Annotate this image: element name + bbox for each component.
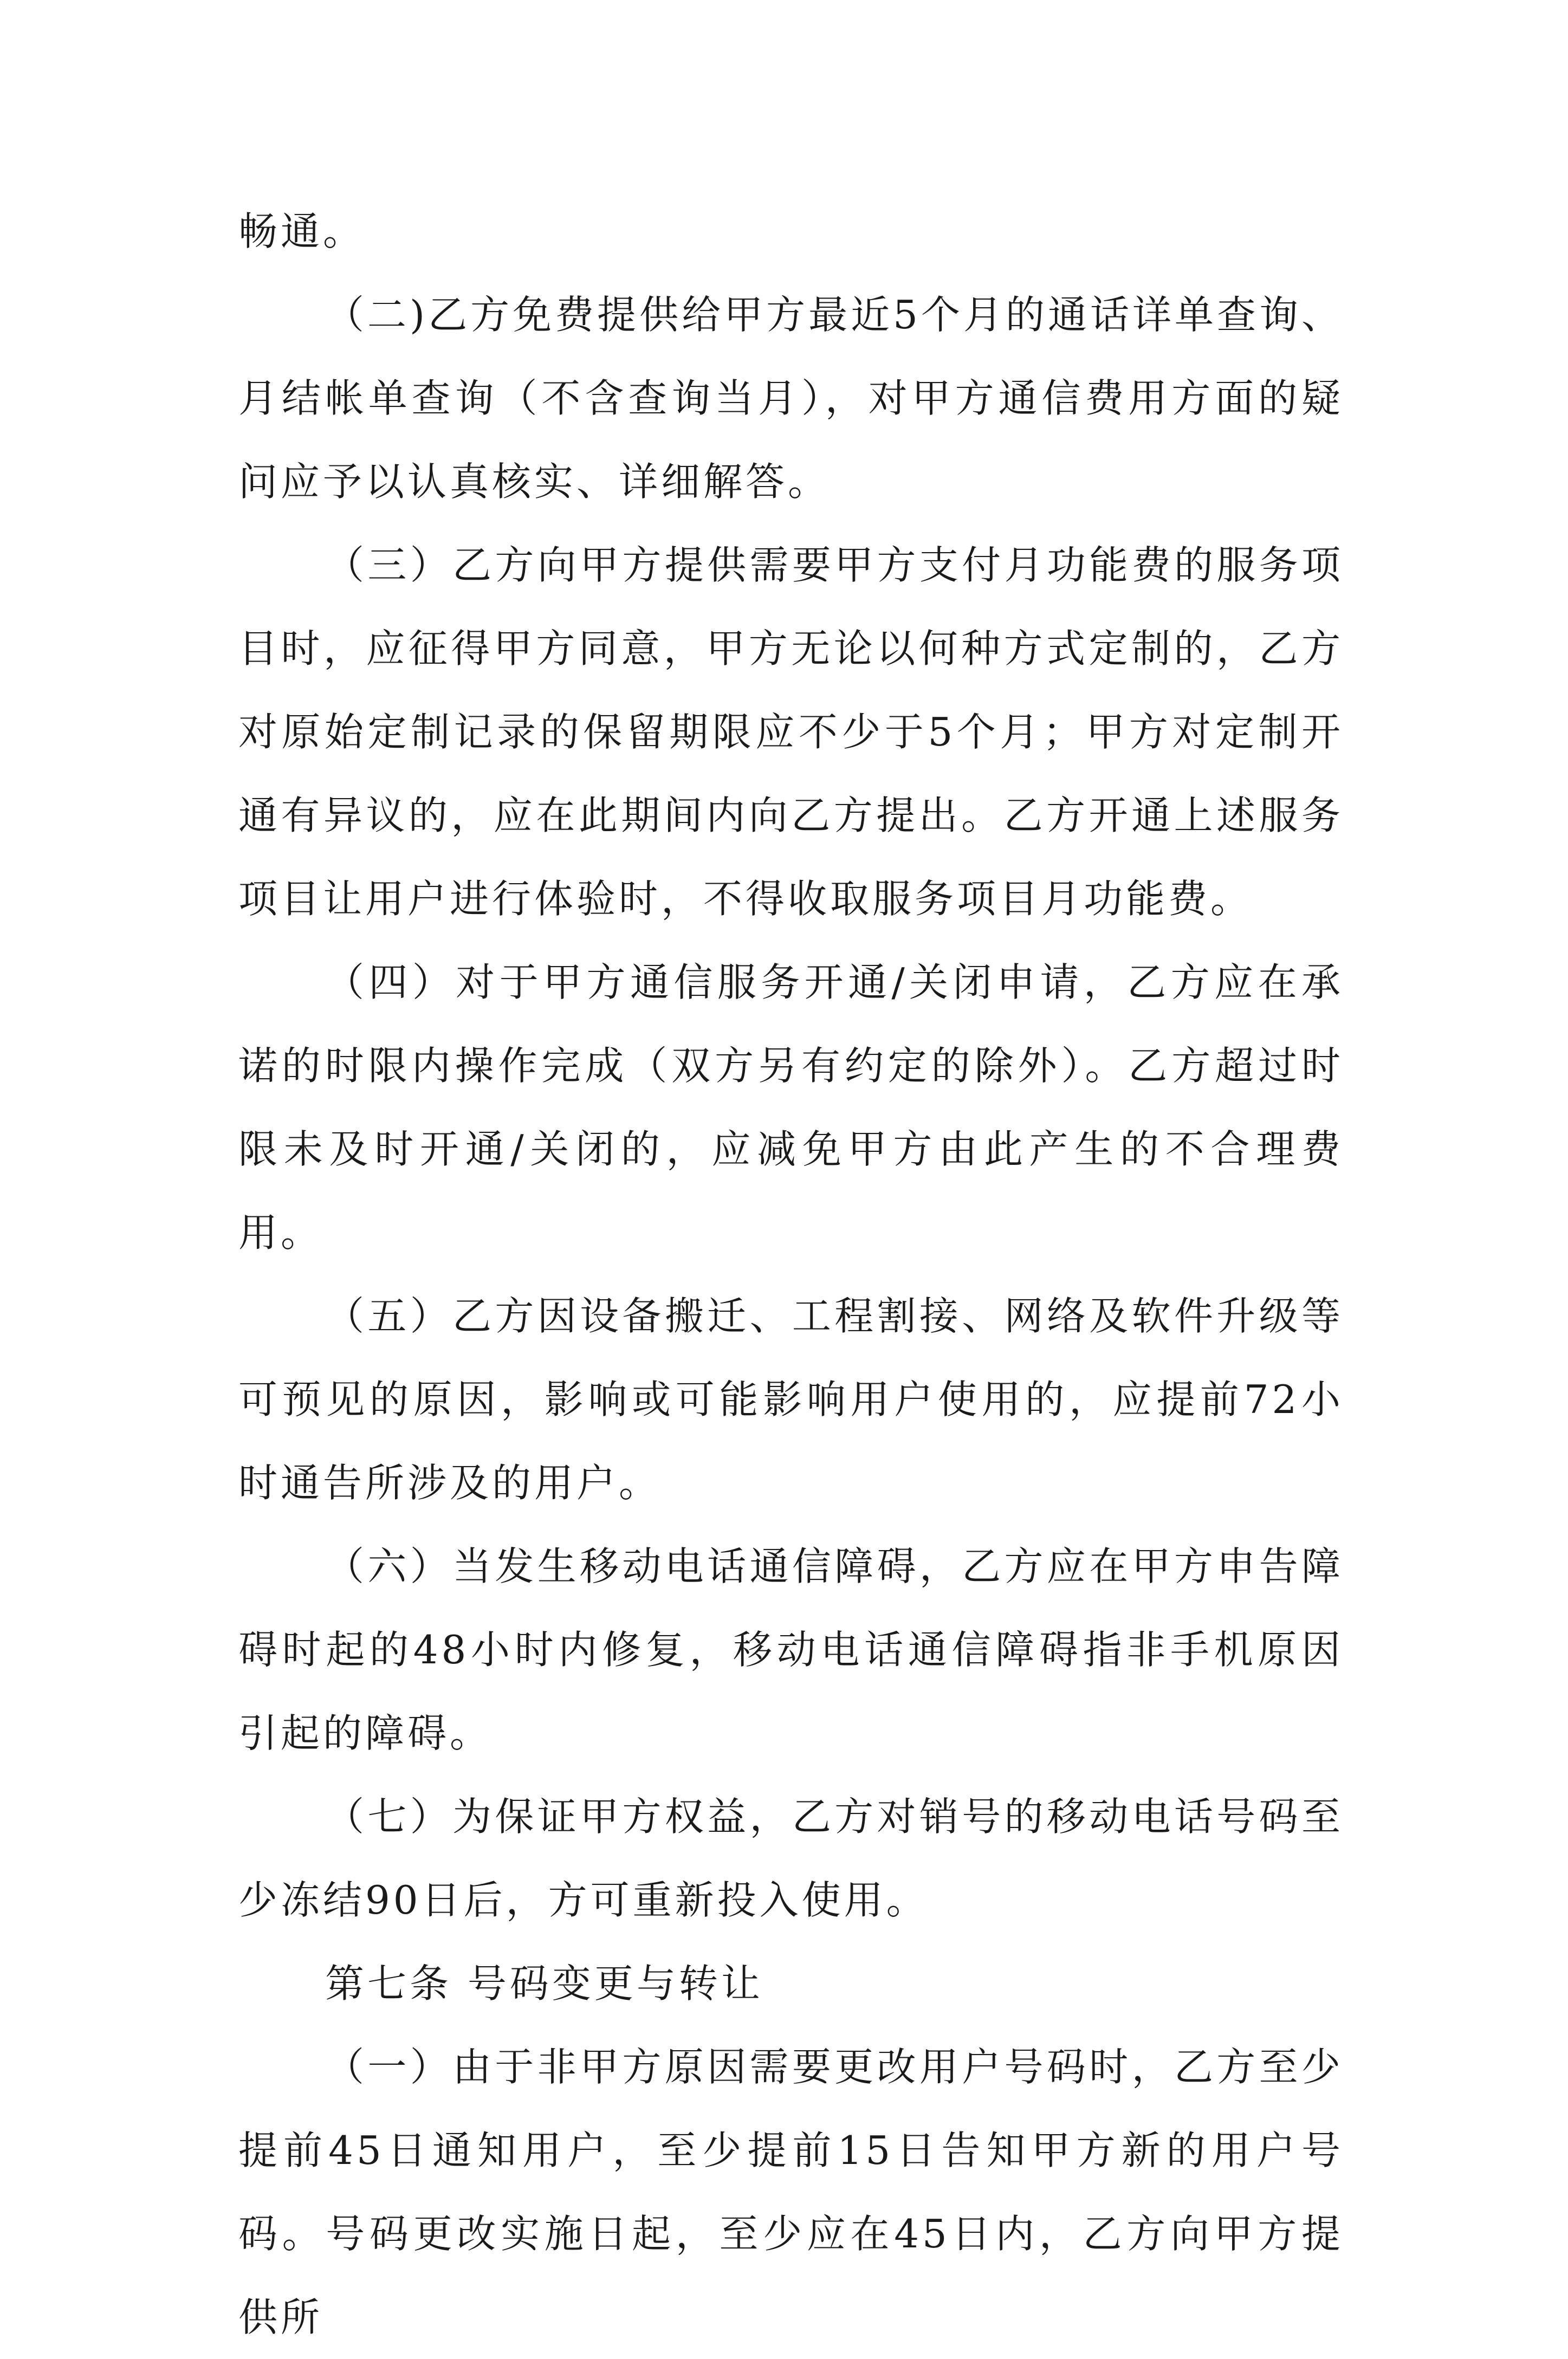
- paragraph-item-2: （二)乙方免费提供给甲方最近5个月的通话详单查询、月结帐单查询（不含查询当月），对甲方通信费用方面的疑问应予以认真核实、详细解答。: [238, 292, 1344, 504]
- paragraph-item-6: （六）当发生移动电话通信障碍，乙方应在甲方申告障碍时起的48小时内修复，移动电话通信障碍指非手机原因引起的障碍。: [238, 1544, 1344, 1756]
- paragraph-continuation: 畅通。: [238, 209, 366, 254]
- paragraph-item-7: （七）为保证甲方权益，乙方对销号的移动电话号码至少冻结90日后，方可重新投入使用。: [238, 1794, 1344, 1923]
- paragraph-item-4: （四）对于甲方通信服务开通/关闭申请，乙方应在承诺的时限内操作完成（双方另有约定的除外）。乙方超过时限未及时开通/关闭的，应减免甲方由此产生的不合理费用。: [238, 960, 1344, 1255]
- paragraph-item-5: （五）乙方因设备搬迁、工程割接、网络及软件升级等可预见的原因，影响或可能影响用户使用的，应提前72小时通告所涉及的用户。: [238, 1293, 1344, 1506]
- paragraph-article-7-item-1: （一）由于非甲方原因需要更改用户号码时，乙方至少提前45日通知用户，至少提前15日告知甲方新的用户号码。号码更改实施日起，至少应在45日内，乙方向甲方提供所: [238, 2044, 1344, 2340]
- document-body: [238, 190, 1344, 2359]
- section-heading-article-7: 第七条 号码变更与转让: [325, 1961, 763, 2006]
- paragraph-item-3: （三）乙方向甲方提供需要甲方支付月功能费的服务项目时，应征得甲方同意，甲方无论以何种方式定制的，乙方对原始定制记录的保留期限应不少于5个月；甲方对定制开通有异议的，应在此期间内向乙方提出。乙方开通上述服务项目让用户进行体验时，不得收取服务项目月功能费。: [238, 542, 1344, 922]
